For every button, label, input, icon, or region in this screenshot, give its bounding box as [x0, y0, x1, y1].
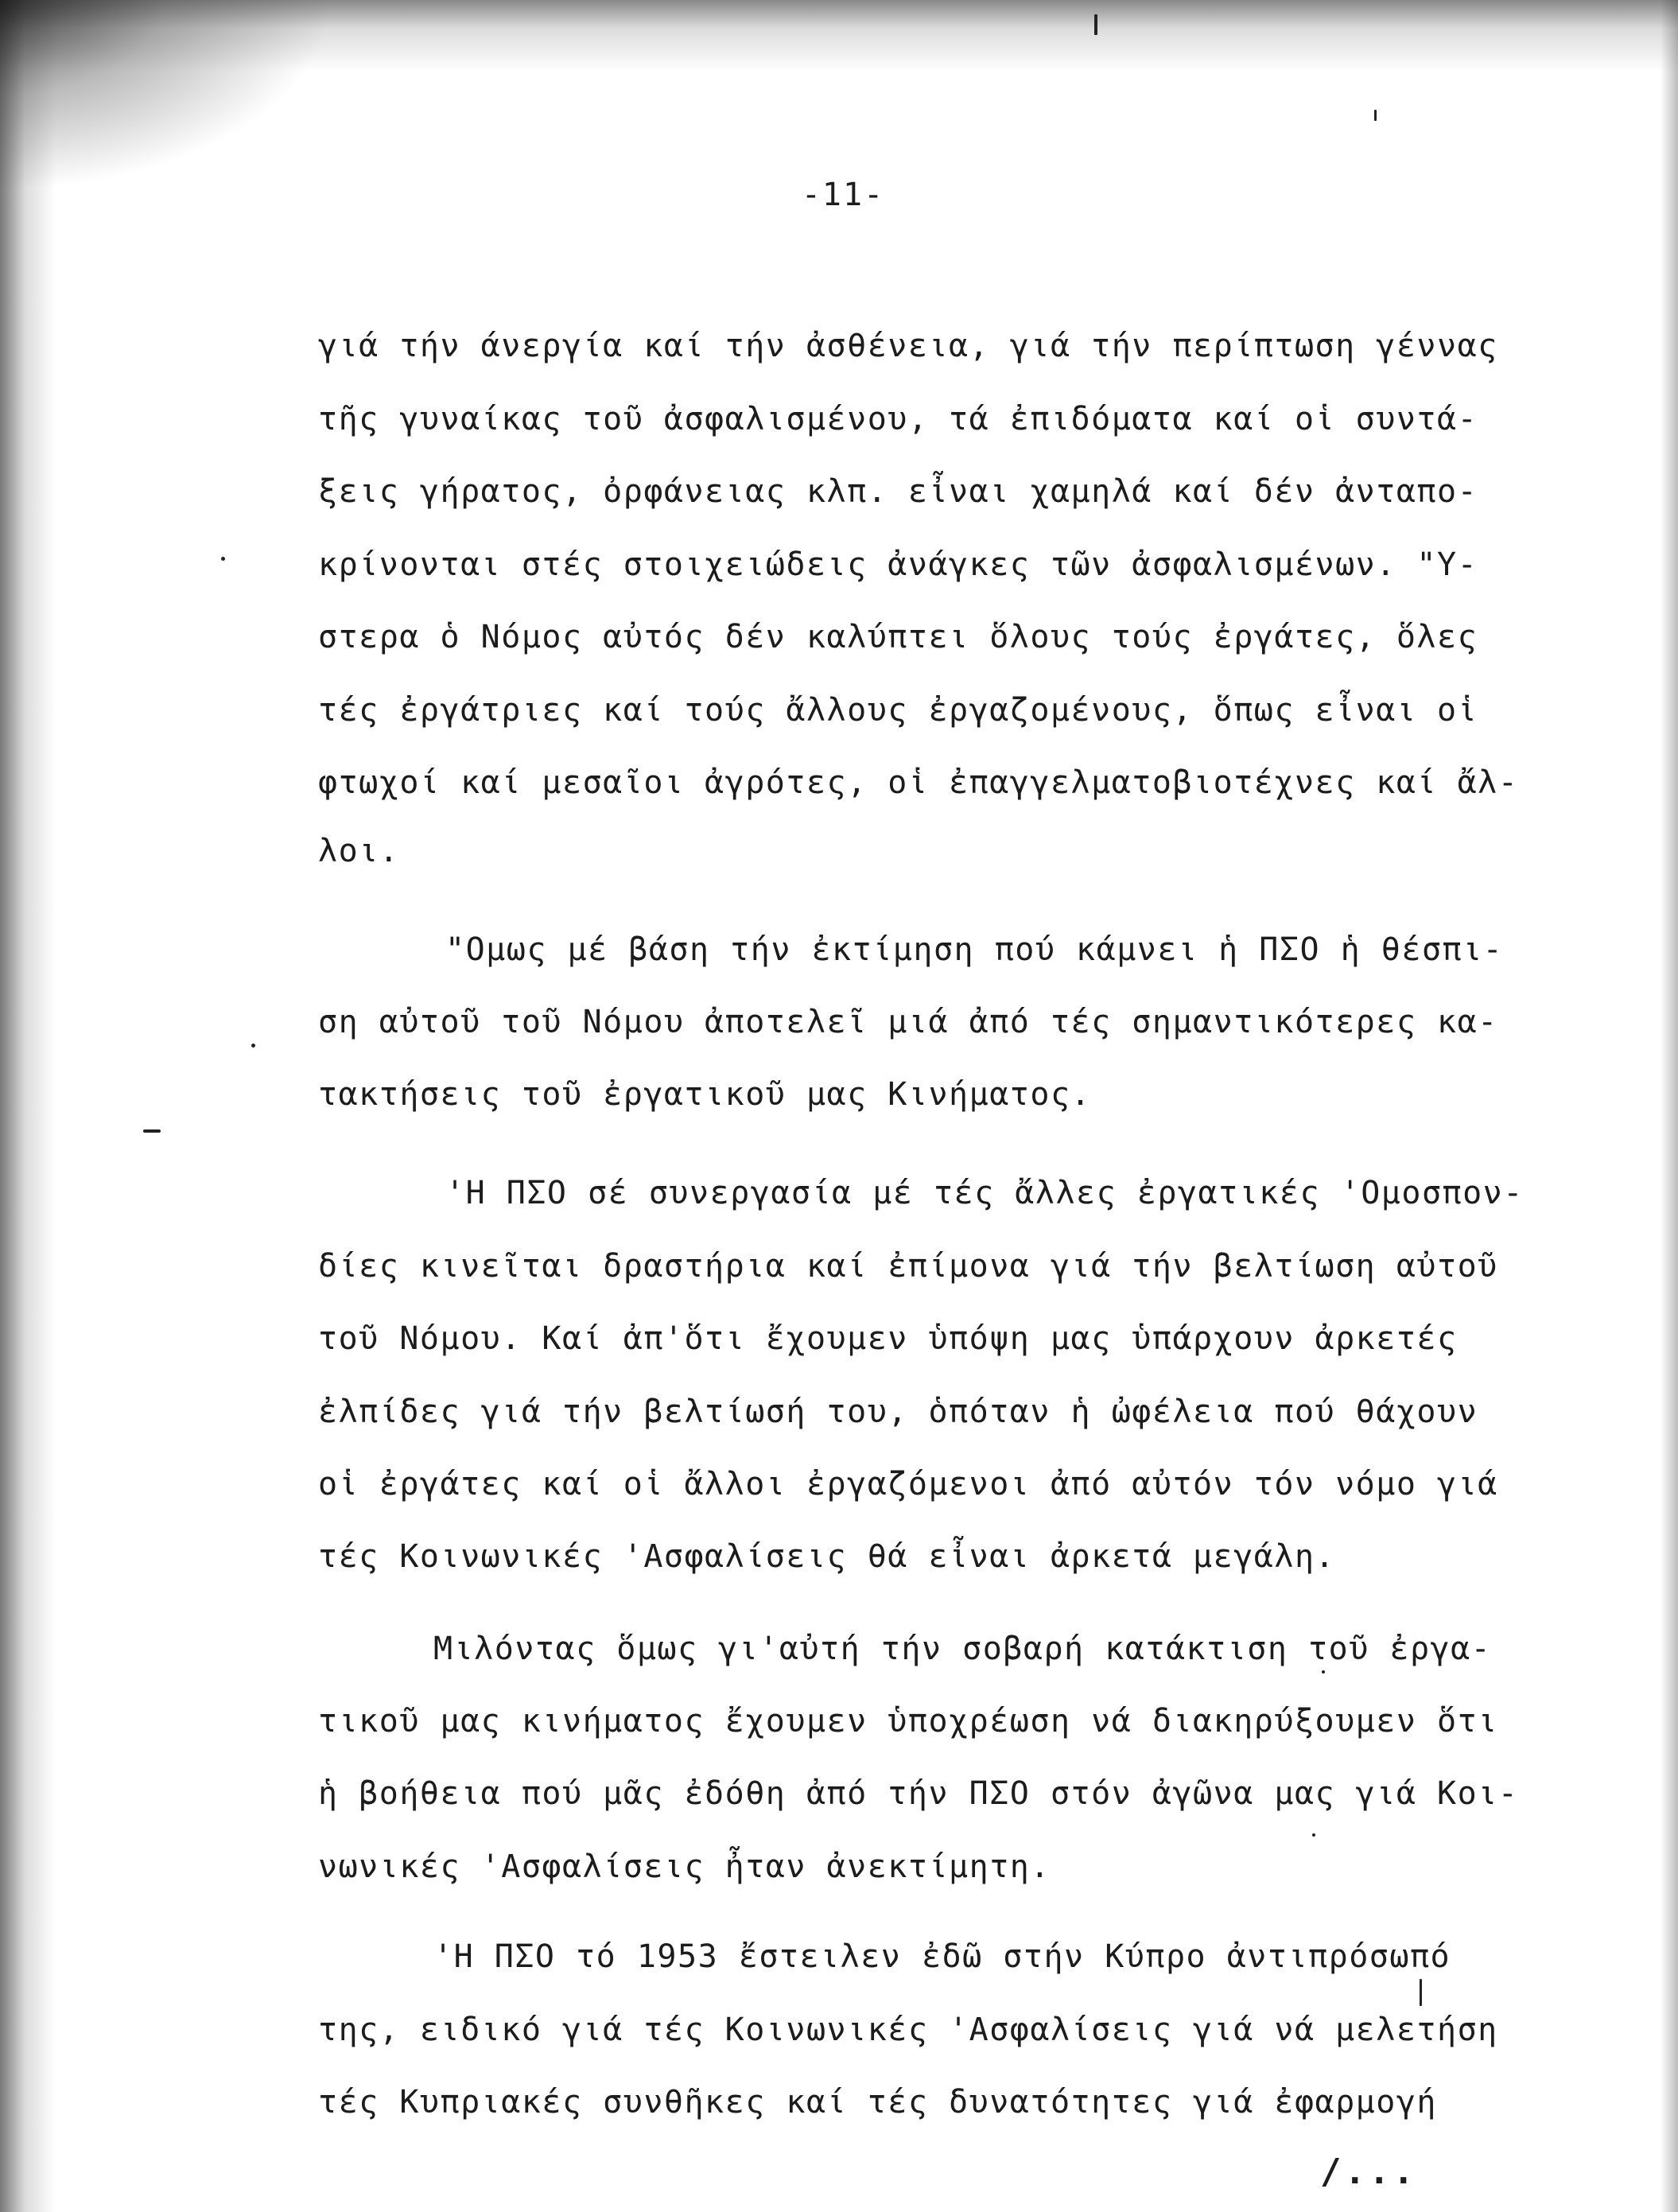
text-line: Μιλόντας ὅμως γι'αὐτή τήν σοβαρή κατάκτιση τοῦ ἐργα- — [433, 1631, 1492, 1667]
scan-speck — [1420, 1979, 1422, 2006]
text-line: φτωχοί καί μεσαῖοι ἀγρότες, οἱ ἐπαγγελματοβιοτέχνες καί ἄλ- — [318, 764, 1519, 801]
text-line: της, ειδικό γιά τές Κοινωνικές 'Ασφαλίσεις γιά νά μελετήση — [318, 2012, 1498, 2048]
text-line: ση αὐτοῦ τοῦ Νόμου ἀποτελεῖ μιά ἀπό τές σημαντικότερες κα- — [318, 1004, 1498, 1040]
page-number: -11- — [801, 177, 885, 213]
text-line: 'Η ΠΣΟ σέ συνεργασία μέ τές ἄλλες ἐργατικές 'Ομοσπον- — [445, 1175, 1524, 1211]
scan-speck — [1312, 1833, 1315, 1837]
text-line: γιά τήν άνεργία καί τήν ἀσθένεια, γιά τήν περίπτωση γέννας — [318, 328, 1498, 364]
scan-speck — [1374, 110, 1377, 121]
text-line: νωνικές 'Ασφαλίσεις ἦταν ἀνεκτίμητη. — [318, 1849, 1051, 1885]
text-line: τοῦ Νόμου. Καί ἀπ'ὅτι ἔχουμεν ὑπόψη μας ὑπάρχουν ἀρκετές — [318, 1320, 1458, 1357]
text-line: τές ἐργάτριες καί τούς ἄλλους ἐργαζομένους, ὅπως εἶναι οἱ — [318, 692, 1478, 729]
text-line: στερα ὁ Νόμος αὐτός δέν καλύπτει ὅλους τούς ἐργάτες, ὅλες — [318, 619, 1478, 655]
scan-shadow-right — [1661, 0, 1678, 2212]
text-line: τικοῦ μας κινήματος ἔχουμεν ὑποχρέωση νά διακηρύξουμεν ὅτι — [318, 1703, 1498, 1740]
text-line: κρίνονται στές στοιχειώδεις ἀνάγκες τῶν ἀσφαλισμένων. "Υ- — [318, 546, 1478, 583]
continuation-mark: /... — [1320, 2152, 1417, 2192]
text-line: λοι. — [318, 833, 400, 869]
scan-speck — [1094, 14, 1097, 35]
text-line: ξεις γήρατος, ὀρφάνειας κλπ. εἶναι χαμηλά καί δέν ἀνταπο- — [318, 473, 1478, 510]
scan-shadow-corner — [0, 0, 334, 191]
text-line: τές Κυπριακές συνθῆκες καί τές δυνατότητες γιά ἐφαρμογή — [318, 2084, 1438, 2121]
text-line: τές Κοινωνικές 'Ασφαλίσεις θά εἶναι ἀρκετά μεγάλη. — [318, 1538, 1336, 1575]
text-line: οἱ ἐργάτες καί οἱ ἄλλοι ἐργαζόμενοι ἀπό αὐτόν τόν νόμο γιά — [318, 1466, 1498, 1503]
scan-speck — [143, 1129, 161, 1133]
text-line: δίες κινεῖται δραστήρια καί ἐπίμονα γιά τήν βελτίωση αὐτοῦ — [318, 1248, 1498, 1285]
text-line: ἐλπίδες γιά τήν βελτίωσή του, ὁπόταν ἡ ὠφέλεια πού θάχουν — [318, 1394, 1478, 1430]
text-line: 'Η ΠΣΟ τό 1953 ἔστειλεν ἐδῶ στήν Κύπρο ἀντιπρόσωπό — [433, 1938, 1451, 1975]
text-line: "Ομως μέ βάση τήν ἐκτίμηση πού κάμνει ἡ ΠΣΟ ἡ θέσπι- — [445, 931, 1504, 968]
text-line: τῆς γυναίκας τοῦ ἀσφαλισμένου, τά ἐπιδόματα καί οἱ συντά- — [318, 401, 1478, 437]
text-line: τακτήσεις τοῦ ἐργατικοῦ μας Κινήματος. — [318, 1076, 1092, 1113]
text-line: ἡ βοήθεια πού μᾶς ἐδόθη ἀπό τήν ΠΣΟ στόν ἀγῶνα μας γιά Κοι- — [318, 1775, 1519, 1812]
scan-speck — [251, 1044, 255, 1048]
scan-shadow-left — [0, 0, 56, 2212]
scan-speck — [221, 557, 225, 561]
scan-speck — [1322, 1670, 1325, 1674]
